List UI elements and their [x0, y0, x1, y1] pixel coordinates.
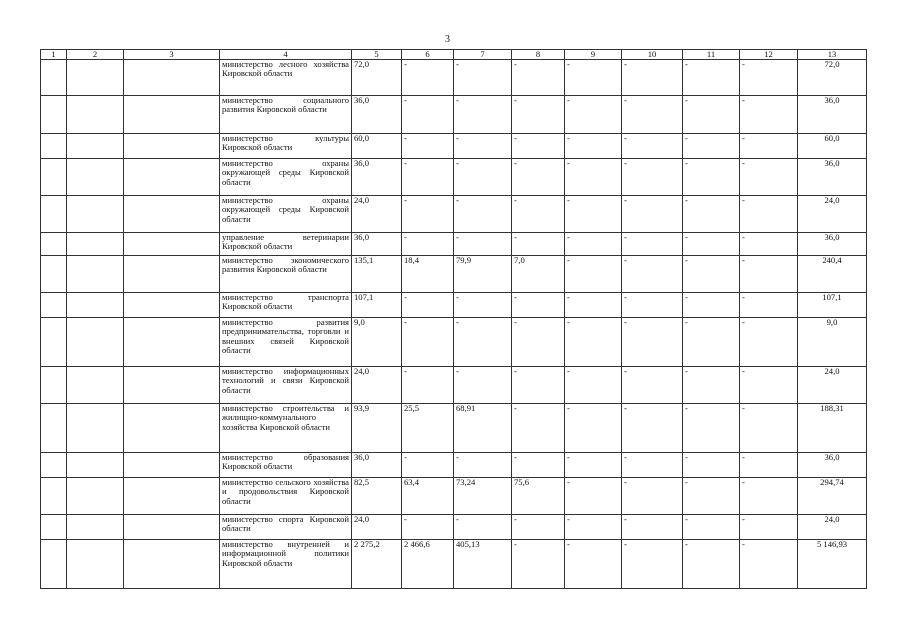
- value-cell-5: 2 275,2: [352, 540, 402, 589]
- agency-name-cell: министерство лесного хозяйства Кировской области: [220, 60, 352, 96]
- table-row: [41, 478, 867, 515]
- value-cell-7: -: [454, 453, 512, 478]
- value-cell-11: -: [683, 293, 740, 318]
- value-cell-13: 5 146,93: [798, 540, 867, 589]
- agency-name-cell: министерство охраны окружающей среды Кировской области: [220, 159, 352, 196]
- empty-cell: [41, 404, 67, 453]
- value-cell-10: -: [622, 318, 683, 367]
- value-cell-5: 36,0: [352, 233, 402, 256]
- value-cell-12: -: [740, 196, 798, 233]
- empty-cell: [124, 196, 220, 233]
- value-cell-9: -: [565, 196, 622, 233]
- value-cell-13: 188,31: [798, 404, 867, 453]
- value-cell-9: -: [565, 453, 622, 478]
- agency-name-cell: министерство строительства и жилищно-коммунального хозяйства Кировской области: [220, 404, 352, 453]
- empty-cell: [41, 196, 67, 233]
- value-cell-6: 25,5: [402, 404, 454, 453]
- column-header: 6: [402, 50, 454, 60]
- value-cell-11: -: [683, 256, 740, 293]
- empty-cell: [124, 478, 220, 515]
- value-cell-9: -: [565, 134, 622, 159]
- budget-table: [40, 49, 867, 589]
- value-cell-13: 240,4: [798, 256, 867, 293]
- empty-cell: [41, 515, 67, 540]
- value-cell-9: -: [565, 256, 622, 293]
- empty-cell: [124, 540, 220, 589]
- value-cell-12: -: [740, 159, 798, 196]
- empty-cell: [41, 478, 67, 515]
- agency-name-cell: министерство охраны окружающей среды Кировской области: [220, 196, 352, 233]
- value-cell-5: 24,0: [352, 196, 402, 233]
- empty-cell: [124, 159, 220, 196]
- empty-cell: [124, 318, 220, 367]
- value-cell-5: 72,0: [352, 60, 402, 96]
- value-cell-8: -: [512, 515, 565, 540]
- table-row: [41, 540, 867, 589]
- value-cell-13: 36,0: [798, 233, 867, 256]
- value-cell-6: -: [402, 293, 454, 318]
- table-body: [41, 60, 867, 589]
- table-row: [41, 367, 867, 404]
- column-header: 13: [798, 50, 867, 60]
- value-cell-6: 63,4: [402, 478, 454, 515]
- value-cell-6: -: [402, 196, 454, 233]
- value-cell-10: -: [622, 367, 683, 404]
- value-cell-12: -: [740, 96, 798, 134]
- value-cell-13: 36,0: [798, 453, 867, 478]
- value-cell-8: -: [512, 318, 565, 367]
- agency-name-cell: управление ветеринарии Кировской области: [220, 233, 352, 256]
- empty-cell: [41, 367, 67, 404]
- value-cell-10: -: [622, 96, 683, 134]
- value-cell-5: 24,0: [352, 515, 402, 540]
- value-cell-12: -: [740, 60, 798, 96]
- value-cell-12: -: [740, 515, 798, 540]
- value-cell-10: -: [622, 453, 683, 478]
- empty-cell: [41, 159, 67, 196]
- value-cell-13: 60,0: [798, 134, 867, 159]
- value-cell-11: -: [683, 60, 740, 96]
- value-cell-9: -: [565, 159, 622, 196]
- value-cell-6: -: [402, 453, 454, 478]
- empty-cell: [41, 293, 67, 318]
- value-cell-11: -: [683, 96, 740, 134]
- table-row: [41, 134, 867, 159]
- empty-cell: [67, 293, 124, 318]
- empty-cell: [67, 453, 124, 478]
- value-cell-6: -: [402, 159, 454, 196]
- value-cell-7: 405,13: [454, 540, 512, 589]
- value-cell-7: -: [454, 196, 512, 233]
- value-cell-7: -: [454, 233, 512, 256]
- empty-cell: [124, 515, 220, 540]
- value-cell-10: -: [622, 256, 683, 293]
- value-cell-7: -: [454, 293, 512, 318]
- table-row: [41, 233, 867, 256]
- value-cell-13: 24,0: [798, 515, 867, 540]
- value-cell-8: -: [512, 159, 565, 196]
- value-cell-10: -: [622, 478, 683, 515]
- value-cell-8: -: [512, 453, 565, 478]
- table-row: [41, 60, 867, 96]
- value-cell-8: -: [512, 367, 565, 404]
- value-cell-5: 135,1: [352, 256, 402, 293]
- value-cell-6: -: [402, 60, 454, 96]
- empty-cell: [67, 159, 124, 196]
- value-cell-6: -: [402, 515, 454, 540]
- value-cell-13: 24,0: [798, 367, 867, 404]
- value-cell-12: -: [740, 478, 798, 515]
- empty-cell: [41, 256, 67, 293]
- value-cell-10: -: [622, 159, 683, 196]
- value-cell-5: 36,0: [352, 96, 402, 134]
- empty-cell: [67, 60, 124, 96]
- value-cell-6: 2 466,6: [402, 540, 454, 589]
- empty-cell: [124, 134, 220, 159]
- value-cell-7: 68,91: [454, 404, 512, 453]
- table-row: [41, 256, 867, 293]
- agency-name-cell: министерство спорта Кировской области: [220, 515, 352, 540]
- agency-name-cell: министерство сельского хозяйства и продовольствия Кировской области: [220, 478, 352, 515]
- empty-cell: [124, 404, 220, 453]
- value-cell-7: 79,9: [454, 256, 512, 293]
- value-cell-11: -: [683, 367, 740, 404]
- agency-name-cell: министерство социального развития Кировской области: [220, 96, 352, 134]
- value-cell-11: -: [683, 515, 740, 540]
- value-cell-12: -: [740, 256, 798, 293]
- value-cell-9: -: [565, 367, 622, 404]
- column-header: 2: [67, 50, 124, 60]
- value-cell-10: -: [622, 515, 683, 540]
- value-cell-12: -: [740, 540, 798, 589]
- value-cell-12: -: [740, 404, 798, 453]
- value-cell-8: -: [512, 96, 565, 134]
- table-row: [41, 159, 867, 196]
- table-row: [41, 318, 867, 367]
- value-cell-10: -: [622, 293, 683, 318]
- value-cell-12: -: [740, 367, 798, 404]
- value-cell-11: -: [683, 453, 740, 478]
- value-cell-6: -: [402, 96, 454, 134]
- table-row: [41, 293, 867, 318]
- empty-cell: [41, 318, 67, 367]
- value-cell-6: -: [402, 318, 454, 367]
- value-cell-13: 36,0: [798, 159, 867, 196]
- header-row: [41, 50, 867, 60]
- column-header: 12: [740, 50, 798, 60]
- value-cell-9: -: [565, 293, 622, 318]
- value-cell-7: -: [454, 60, 512, 96]
- value-cell-12: -: [740, 233, 798, 256]
- value-cell-8: 75,6: [512, 478, 565, 515]
- value-cell-8: 7,0: [512, 256, 565, 293]
- empty-cell: [41, 134, 67, 159]
- empty-cell: [67, 367, 124, 404]
- value-cell-11: -: [683, 404, 740, 453]
- table-row: [41, 404, 867, 453]
- value-cell-13: 9,0: [798, 318, 867, 367]
- value-cell-6: -: [402, 367, 454, 404]
- value-cell-9: -: [565, 478, 622, 515]
- value-cell-13: 107,1: [798, 293, 867, 318]
- empty-cell: [124, 233, 220, 256]
- empty-cell: [124, 96, 220, 134]
- value-cell-12: -: [740, 453, 798, 478]
- agency-name-cell: министерство экономического развития Кировской области: [220, 256, 352, 293]
- table-row: [41, 453, 867, 478]
- column-header: 11: [683, 50, 740, 60]
- agency-name-cell: министерство образования Кировской области: [220, 453, 352, 478]
- table-row: [41, 196, 867, 233]
- value-cell-10: -: [622, 404, 683, 453]
- empty-cell: [67, 196, 124, 233]
- value-cell-9: -: [565, 96, 622, 134]
- empty-cell: [67, 233, 124, 256]
- column-header: 9: [565, 50, 622, 60]
- empty-cell: [124, 60, 220, 96]
- value-cell-11: -: [683, 540, 740, 589]
- empty-cell: [67, 256, 124, 293]
- column-header: 1: [41, 50, 67, 60]
- column-header: 10: [622, 50, 683, 60]
- empty-cell: [67, 404, 124, 453]
- value-cell-12: -: [740, 318, 798, 367]
- empty-cell: [124, 453, 220, 478]
- value-cell-11: -: [683, 233, 740, 256]
- value-cell-8: -: [512, 233, 565, 256]
- value-cell-6: 18,4: [402, 256, 454, 293]
- empty-cell: [41, 96, 67, 134]
- table-row: [41, 96, 867, 134]
- value-cell-8: -: [512, 404, 565, 453]
- empty-cell: [41, 540, 67, 589]
- value-cell-6: -: [402, 233, 454, 256]
- value-cell-9: -: [565, 233, 622, 256]
- empty-cell: [41, 60, 67, 96]
- empty-cell: [67, 540, 124, 589]
- page-number: 3: [445, 34, 450, 45]
- value-cell-13: 24,0: [798, 196, 867, 233]
- value-cell-7: -: [454, 367, 512, 404]
- agency-name-cell: министерство информационных технологий и связи Кировской области: [220, 367, 352, 404]
- value-cell-7: 73,24: [454, 478, 512, 515]
- value-cell-5: 9,0: [352, 318, 402, 367]
- value-cell-5: 93,9: [352, 404, 402, 453]
- value-cell-9: -: [565, 540, 622, 589]
- value-cell-9: -: [565, 318, 622, 367]
- value-cell-12: -: [740, 134, 798, 159]
- value-cell-7: -: [454, 134, 512, 159]
- value-cell-6: -: [402, 134, 454, 159]
- empty-cell: [67, 318, 124, 367]
- table-row: [41, 515, 867, 540]
- value-cell-10: -: [622, 196, 683, 233]
- agency-name-cell: министерство транспорта Кировской области: [220, 293, 352, 318]
- value-cell-10: -: [622, 134, 683, 159]
- value-cell-8: -: [512, 293, 565, 318]
- empty-cell: [67, 515, 124, 540]
- value-cell-13: 36,0: [798, 96, 867, 134]
- value-cell-5: 36,0: [352, 159, 402, 196]
- value-cell-5: 60,0: [352, 134, 402, 159]
- value-cell-7: -: [454, 96, 512, 134]
- value-cell-7: -: [454, 318, 512, 367]
- value-cell-5: 82,5: [352, 478, 402, 515]
- value-cell-12: -: [740, 293, 798, 318]
- empty-cell: [67, 134, 124, 159]
- value-cell-9: -: [565, 60, 622, 96]
- empty-cell: [41, 233, 67, 256]
- value-cell-11: -: [683, 196, 740, 233]
- value-cell-9: -: [565, 515, 622, 540]
- empty-cell: [124, 367, 220, 404]
- agency-name-cell: министерство развития предпринимательства, торговли и внешних связей Кировской области: [220, 318, 352, 367]
- empty-cell: [124, 293, 220, 318]
- value-cell-10: -: [622, 233, 683, 256]
- column-header: 3: [124, 50, 220, 60]
- value-cell-5: 24,0: [352, 367, 402, 404]
- empty-cell: [67, 478, 124, 515]
- value-cell-10: -: [622, 540, 683, 589]
- agency-name-cell: министерство внутренней и информационной политики Кировской области: [220, 540, 352, 589]
- value-cell-7: -: [454, 159, 512, 196]
- value-cell-5: 36,0: [352, 453, 402, 478]
- value-cell-11: -: [683, 478, 740, 515]
- column-header: 7: [454, 50, 512, 60]
- value-cell-8: -: [512, 60, 565, 96]
- value-cell-8: -: [512, 134, 565, 159]
- column-header: 5: [352, 50, 402, 60]
- empty-cell: [67, 96, 124, 134]
- column-header: 8: [512, 50, 565, 60]
- value-cell-5: 107,1: [352, 293, 402, 318]
- value-cell-13: 72,0: [798, 60, 867, 96]
- agency-name-cell: министерство культуры Кировской области: [220, 134, 352, 159]
- value-cell-13: 294,74: [798, 478, 867, 515]
- value-cell-11: -: [683, 318, 740, 367]
- value-cell-11: -: [683, 134, 740, 159]
- value-cell-11: -: [683, 159, 740, 196]
- value-cell-7: -: [454, 515, 512, 540]
- empty-cell: [41, 453, 67, 478]
- value-cell-10: -: [622, 60, 683, 96]
- value-cell-9: -: [565, 404, 622, 453]
- value-cell-8: -: [512, 196, 565, 233]
- column-header: 4: [220, 50, 352, 60]
- empty-cell: [124, 256, 220, 293]
- value-cell-8: -: [512, 540, 565, 589]
